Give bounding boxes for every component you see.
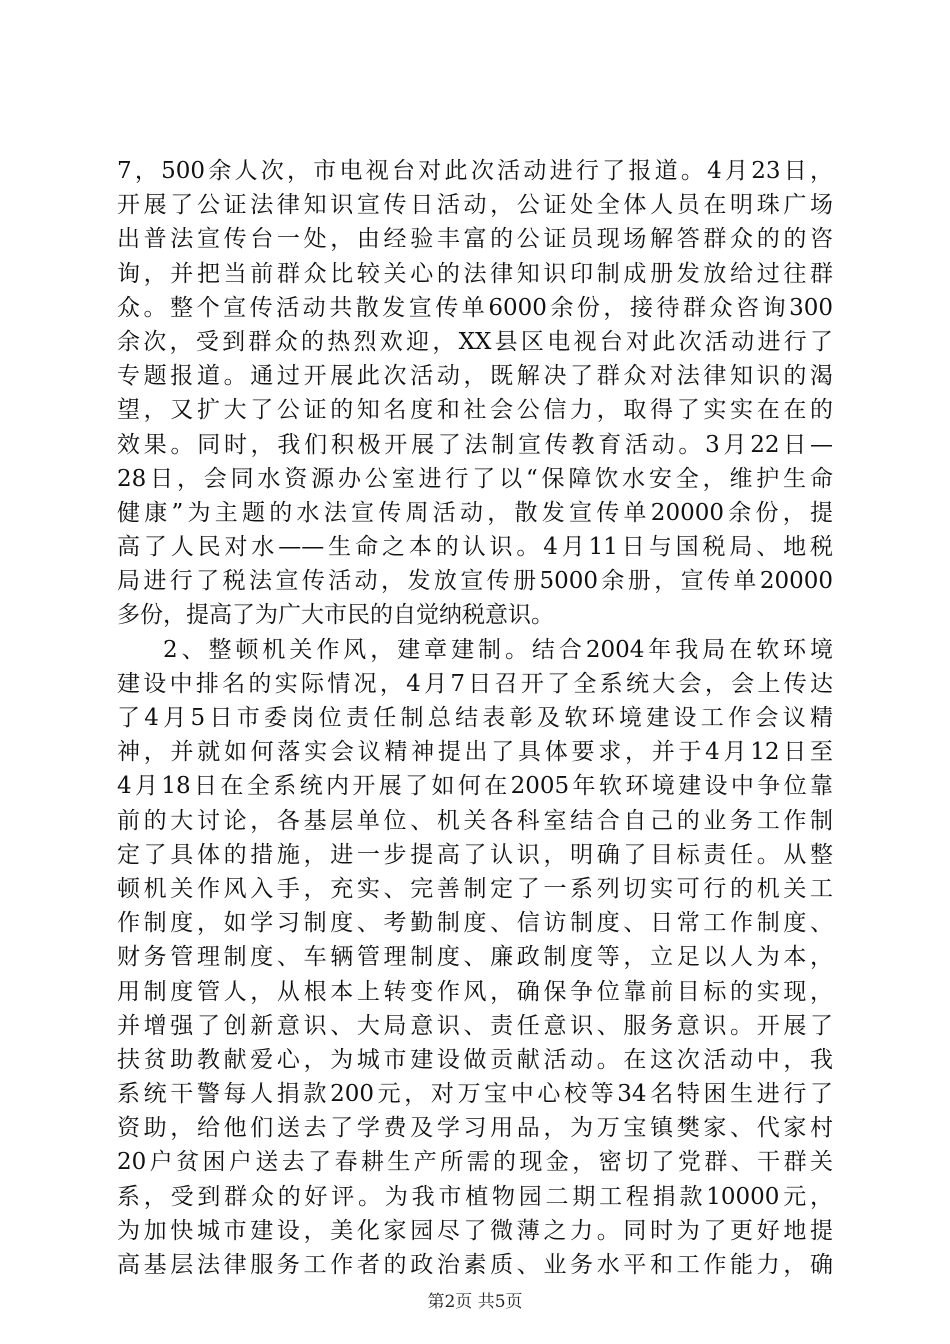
text-line: 20户贫困户送去了春耕生产所需的现金，密切了党群、干群关 [117,1149,833,1176]
text-line: 定了具体的措施，进一步提高了认识，明确了目标责任。从整 [117,841,833,868]
text-line: 效果。同时，我们积极开展了法制宣传教育活动。3月22日— [117,431,833,458]
text-line: 神，并就如何落实会议精神提出了具体要求，并于4月12日至 [117,739,833,766]
text-line: 高基层法律服务工作者的政治素质、业务水平和工作能力，确 [117,1252,833,1278]
text-line: 4月18日在全系统内开展了如何在2005年软环境建设中争位靠 [117,773,833,800]
text-line: 健康”为主题的水法宣传周活动，散发宣传单20000余份，提 [117,499,833,526]
text-line: 多份，提高了为广大市民的自觉纳税意识。 [117,602,554,629]
text-line: 出普法宣传台一处，由经验丰富的公证员现场解答群众的的咨 [117,226,833,253]
text-line: 局进行了税法宣传活动，发放宣传册5000余册，宣传单20000 [117,568,833,595]
text-line: 作制度，如学习制度、考勤制度、信访制度、日常工作制度、 [117,910,833,937]
text-line: 用制度管人，从根本上转变作风，确保争位靠前目标的实现， [117,978,833,1005]
page-footer [0,1287,950,1312]
text-line: 余次，受到群众的热烈欢迎，XX县区电视台对此次活动进行了 [117,328,833,355]
text-line: 望，又扩大了公证的知名度和社会公信力，取得了实实在在的 [117,397,833,424]
document-body [117,154,833,1282]
text-line: 财务管理制度、车辆管理制度、廉政制度等，立足以人为本， [117,944,833,971]
text-line: 众。整个宣传活动共散发宣传单6000余份，接待群众咨询300 [117,294,833,321]
text-line: 前的大讨论，各基层单位、机关各科室结合自己的业务工作制 [117,807,833,834]
text-line: 高了人民对水——生命之本的认识。4月11日与国税局、地税 [117,534,833,561]
text-line: 系，受到群众的好评。为我市植物园二期工程捐款10000元， [117,1183,833,1210]
text-line: 为加快城市建设，美化家园尽了微薄之力。同时为了更好地提 [117,1217,833,1244]
text-line: 28日，会同水资源办公室进行了以“保障饮水安全，维护生命 [117,465,833,492]
text-line: 2、整顿机关作风，建章建制。结合2004年我局在软环境 [163,636,833,663]
text-line: 了4月5日市委岗位责任制总结表彰及软环境建设工作会议精 [117,705,833,731]
text-line: 资助，给他们送去了学费及学习用品，为万宝镇樊家、代家村 [117,1115,833,1142]
text-line: 顿机关作风入手，充实、完善制定了一系列切实可行的机关工 [117,875,833,902]
text-line: 询，并把当前群众比较关心的法律知识印制成册发放给过往群 [117,260,833,287]
text-line: 系统干警每人捐款200元，对万宝中心校等34名特困生进行了 [117,1081,833,1108]
text-line: 并增强了创新意识、大局意识、责任意识、服务意识。开展了 [117,1012,833,1039]
page-number-label: 第2页 共5页 [427,1292,523,1312]
text-line: 7，500余人次，市电视台对此次活动进行了报道。4月23日， [117,158,833,184]
text-line: 扶贫助教献爱心，为城市建设做贡献活动。在这次活动中，我 [117,1046,833,1073]
text-line: 建设中排名的实际情况，4月7日召开了全系统大会，会上传达 [117,670,833,697]
text-line: 专题报道。通过开展此次活动，既解决了群众对法律知识的渴 [117,363,833,390]
text-line: 开展了公证法律知识宣传日活动，公证处全体人员在明珠广场 [117,192,833,219]
